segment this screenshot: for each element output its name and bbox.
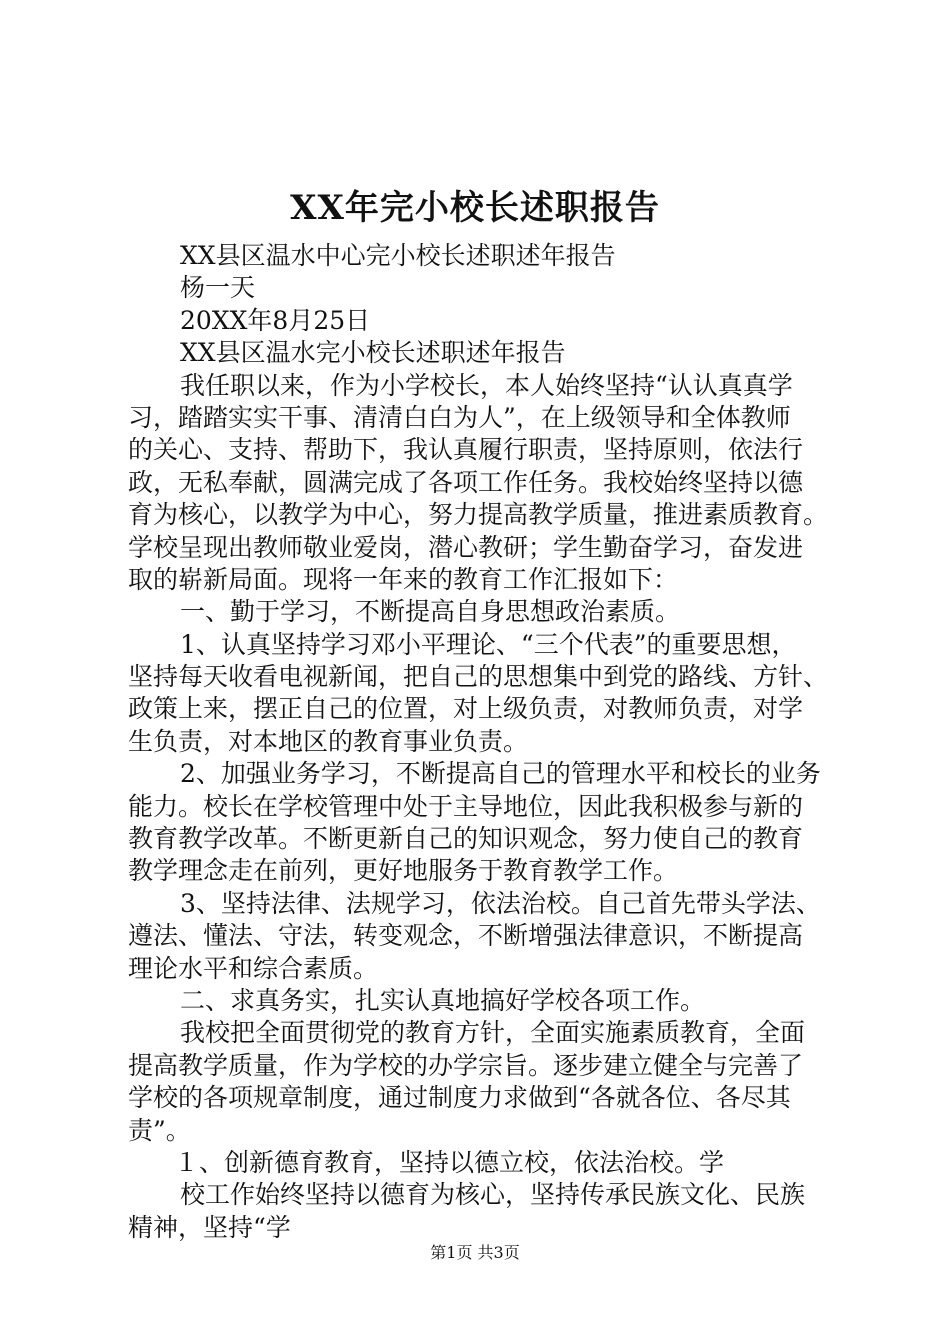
body-line: 校工作始终坚持以德育为核心，坚持传承民族文化、民族 [180,1180,806,1210]
body-line: １、创新德育教育，坚持以德立校，依法治校。学 [174,1147,725,1177]
body-line: 的关心、支持、帮助下，我认真履行职责，坚持原则，依法行 [128,435,804,465]
body-line: 政策上来，摆正自己的位置，对上级负责，对教师负责，对学 [128,694,804,724]
body-line: 教学理念走在前列，更好地服务于教育教学工作。 [128,856,679,886]
body-line: 取的崭新局面。现将一年来的教育工作汇报如下： [128,564,679,594]
body-line: 责”。 [128,1115,191,1145]
body-line: 习，踏踏实实干事、清清白白为人”，在上级领导和全体教师 [128,402,791,432]
body-line: 育为核心，以教学为中心，努力提高教学质量，推进素质教育。 [128,500,829,530]
body-line: 提高教学质量，作为学校的办学宗旨。逐步建立健全与完善了 [128,1050,804,1080]
body-line: 精神，坚持“学 [128,1212,291,1242]
body-line: 理论水平和综合素质。 [128,953,379,983]
body-line: 政，无私奉献，圆满完成了各项工作任务。我校始终坚持以德 [128,467,804,497]
body-line: 3、坚持法律、法规学习，依法治校。自己首先带头学法、 [180,888,821,918]
body-line: 2、加强业务学习，不断提高自己的管理水平和校长的业务 [180,759,821,789]
body-line: 学校的各项规章制度，通过制度力求做到“各就各位、各尽其 [128,1083,791,1113]
body-line: 我任职以来，作为小学校长，本人始终坚持“认认真真学 [180,370,793,400]
body-line: 坚持每天收看电视新闻，把自己的思想集中到党的路线、方针、 [128,662,829,692]
body-line: 我校把全面贯彻党的教育方针，全面实施素质教育，全面 [180,1018,806,1048]
body-line: 生负责，对本地区的教育事业负责。 [128,726,529,756]
section-heading: 二、求真务实，扎实认真地搞好学校各项工作。 [180,985,706,1015]
body-line: 学校呈现出教师敬业爱岗，潜心教研；学生勤奋学习，奋发进 [128,532,804,562]
body-line: 杨一天 [180,273,256,303]
body-line: 1、认真坚持学习邓小平理论、“三个代表”的重要思想， [180,629,797,659]
body-line: XX县区温水完小校长述职述年报告 [180,338,566,368]
document-title: XX年完小校长述职报告 [290,188,660,228]
body-line: 20XX年8月25日 [180,305,371,335]
body-line: 教育教学改革。不断更新自己的知识观念，努力使自己的教育 [128,824,804,854]
document-body [128,240,830,1244]
body-line: XX县区温水中心完小校长述职述年报告 [180,241,616,270]
section-heading: 一、勤于学习，不断提高自身思想政治素质。 [180,597,681,627]
body-line: 能力。校长在学校管理中处于主导地位，因此我积极参与新的 [128,791,804,821]
page-number-footer: 第1页 共3页 [430,1243,520,1262]
body-line: 遵法、懂法、守法，转变观念，不断增强法律意识，不断提高 [128,921,804,951]
